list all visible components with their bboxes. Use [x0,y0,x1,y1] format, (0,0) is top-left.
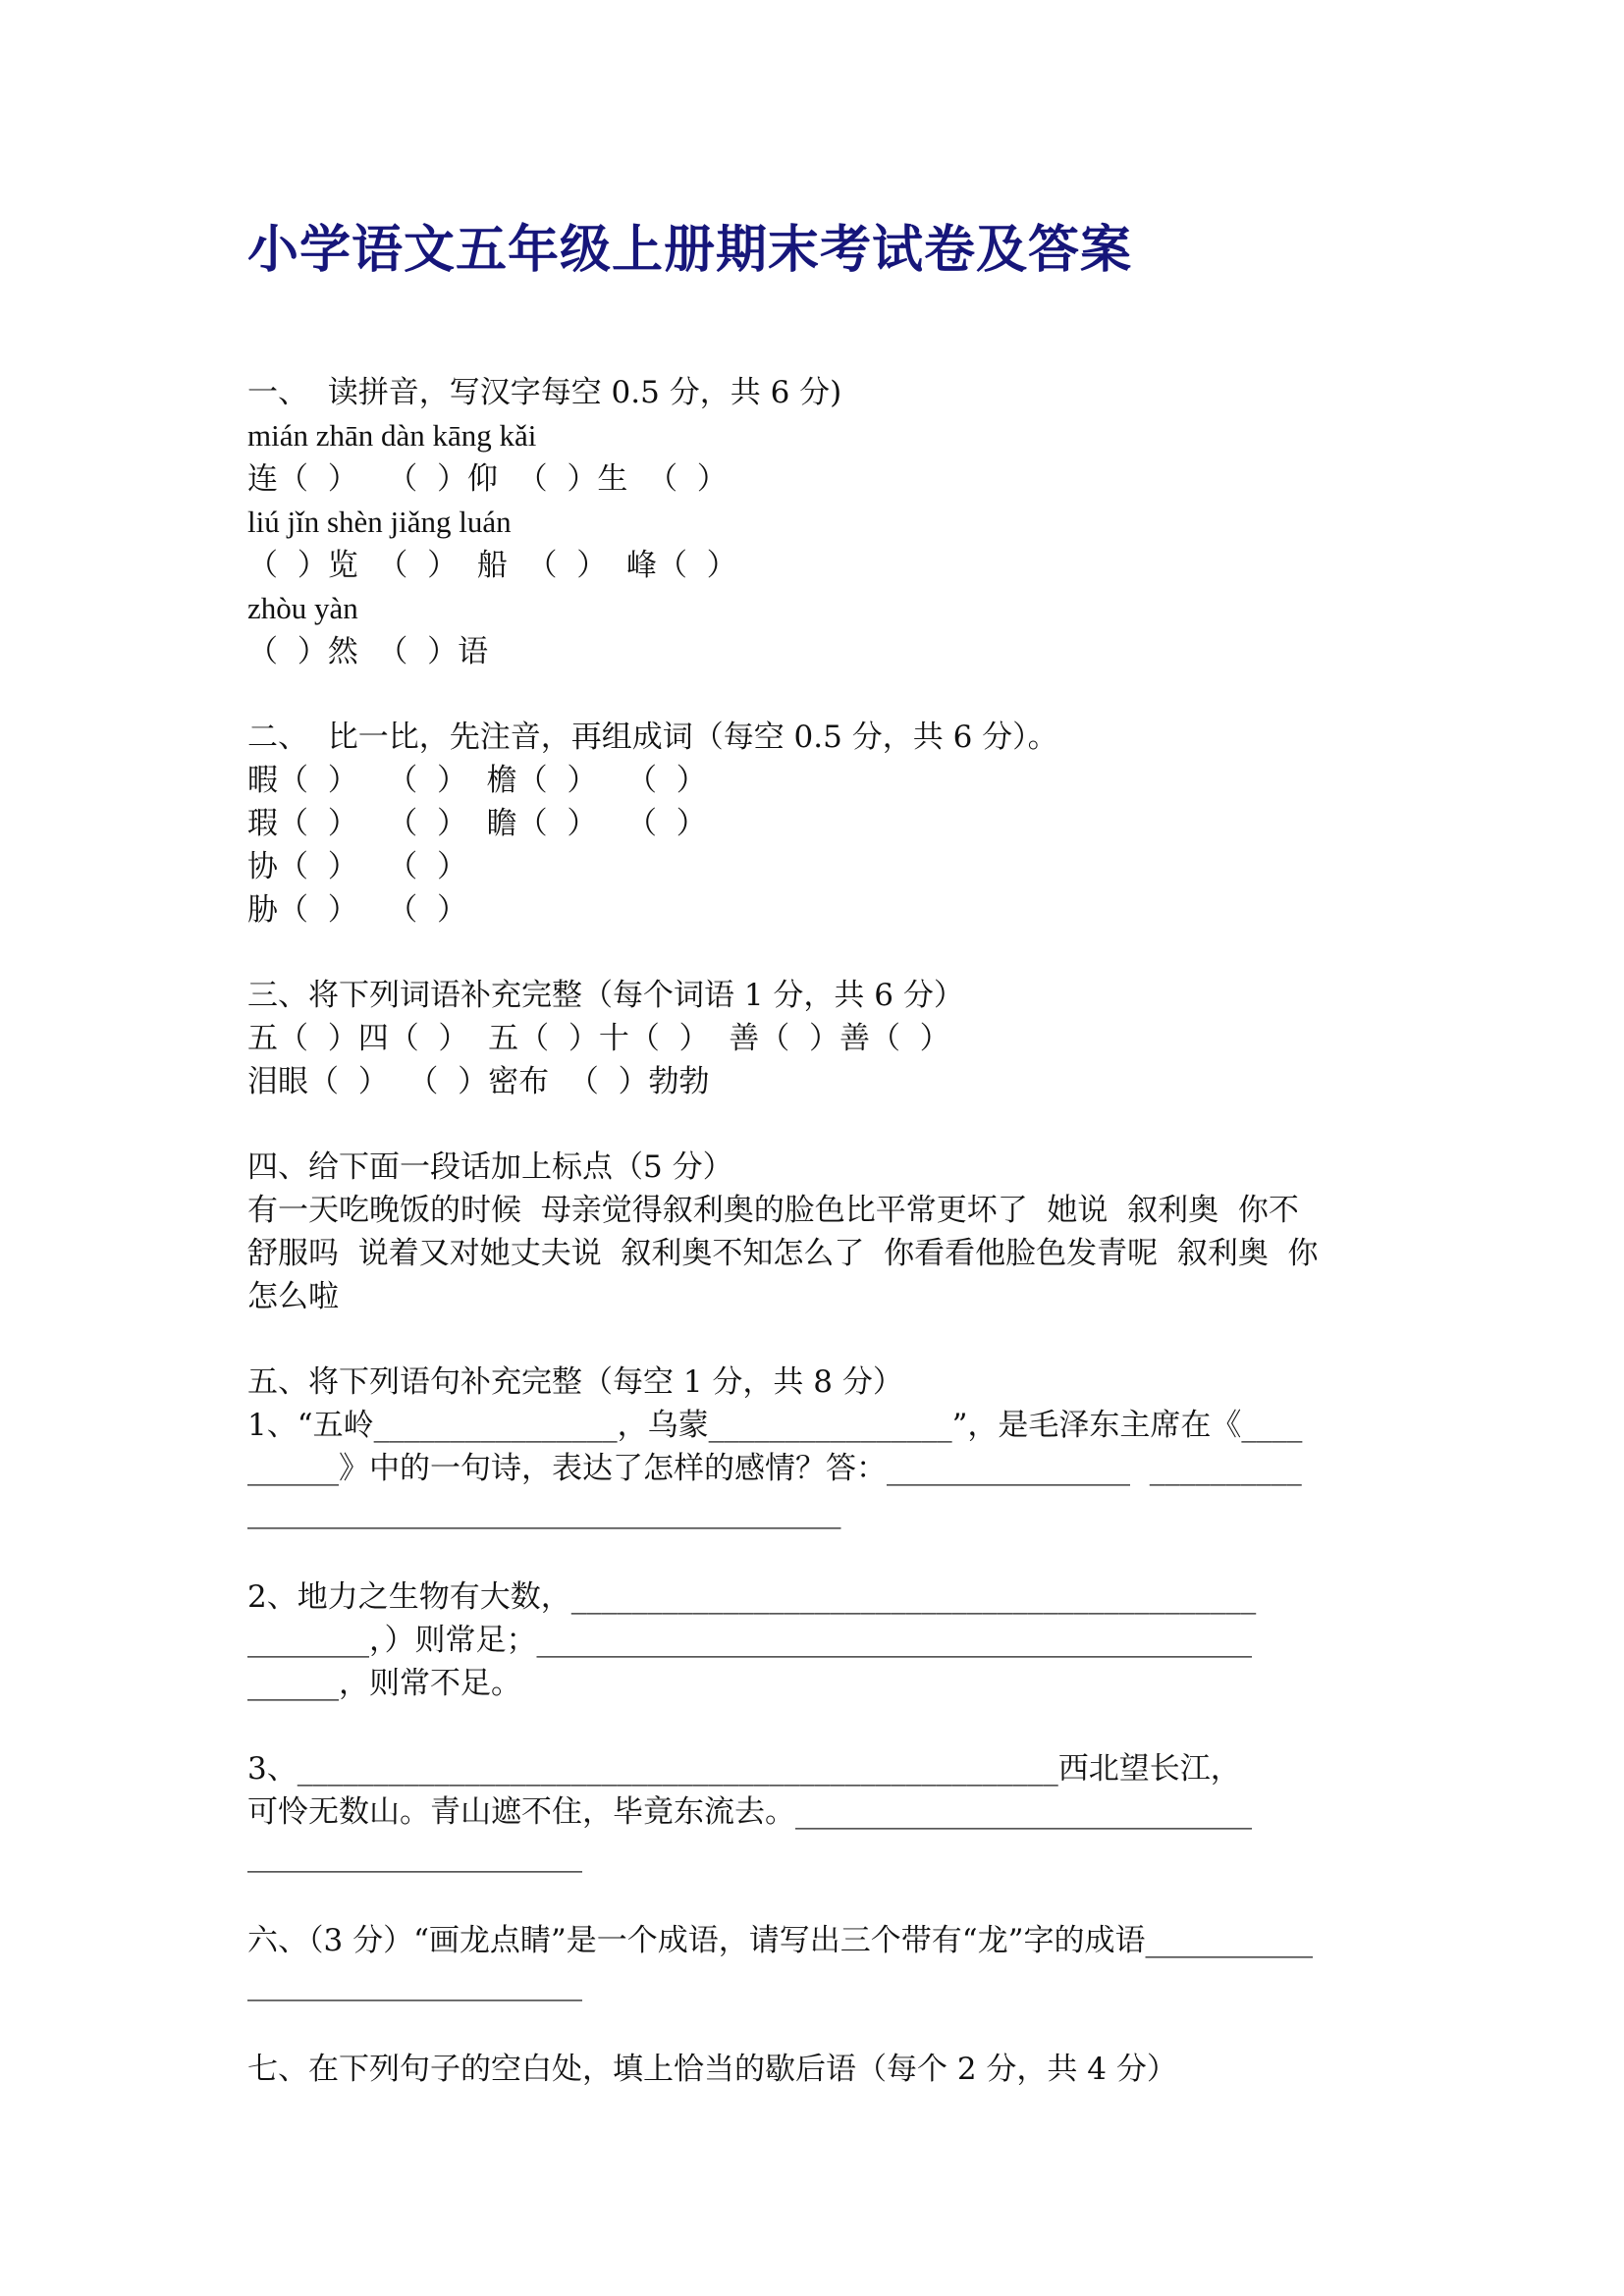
blank-row: （ ）然 （ ）语 [247,634,489,669]
question-line: 2、地力之生物有大数，_____________________________________________ [247,1579,1257,1615]
blank-row: 泪眼（ ） （ ）密布 （ ）勃勃 [247,1064,710,1099]
section-7-heading: 七、在下列句子的空白处，填上恰当的歇后语（每个 2 分，共 4 分） [247,2052,1177,2087]
question-line: 1、“五岭________________，乌蒙________________”，是毛泽东主席在《____ [247,1408,1303,1443]
blank-row: 胁（ ） （ ） [247,892,467,928]
blank-row: 五（ ）四（ ） 五（ ）十（ ） 善（ ）善（ ） [247,1021,950,1056]
answer-line: ______________________ [247,1838,582,1873]
section-2-heading: 二、 比一比，先注音，再组成词（每空 0.5 分，共 6 分）。 [247,720,1058,755]
question-line: ______》中的一句诗，表达了怎样的感情？答：________________ __________ [247,1451,1302,1486]
question-line: 3、__________________________________________________西北望长江， [247,1751,1241,1787]
blank-row: 瑕（ ） （ ） 瞻（ ） （ ） [247,806,707,841]
pinyin-line: mián zhān dàn kāng kǎi [247,418,537,453]
answer-line: _______________________________________ [247,1494,841,1529]
blank-row: 连（ ） （ ）仰 （ ）生 （ ） [247,461,728,497]
page-title: 小学语文五年级上册期末考试卷及答案 [247,221,1133,280]
section-3-heading: 三、将下列词语补充完整（每个词语 1 分，共 6 分） [247,978,964,1013]
question-line: ________，）则常足；_______________________________________________ [247,1623,1252,1658]
blank-row: 暇（ ） （ ） 檐（ ） （ ） [247,763,707,798]
section-1-heading: 一、 读拼音，写汉字每空 0.5 分，共 6 分) [247,375,842,410]
section-4-heading: 四、给下面一段话加上标点（5 分） [247,1149,733,1185]
answer-line: ______________________ [247,1966,582,2002]
paragraph-line: 舒服吗 说着又对她丈夫说 叙利奥不知怎么了 你看看他脸色发青呢 叙利奥 你 [247,1236,1319,1271]
paragraph-line: 怎么啦 [247,1279,339,1314]
blank-row: （ ）览 （ ） 船 （ ） 峰（ ） [247,548,737,583]
section-5-heading: 五、将下列语句补充完整（每空 1 分，共 8 分） [247,1364,903,1400]
question-line: ______，则常不足。 [247,1666,521,1701]
section-6-heading: 六、（3 分）“画龙点睛”是一个成语，请写出三个带有“龙”字的成语___________ [247,1923,1313,1958]
pinyin-line: liú jǐn shèn jiǎng luán [247,505,512,539]
pinyin-line: zhòu yàn [247,591,358,625]
paragraph-line: 有一天吃晚饭的时候 母亲觉得叙利奥的脸色比平常更坏了 她说 叙利奥 你不 [247,1193,1299,1228]
blank-row: 协（ ） （ ） [247,849,467,884]
question-line: 可怜无数山。青山遮不住，毕竟东流去。______________________________ [247,1794,1252,1830]
